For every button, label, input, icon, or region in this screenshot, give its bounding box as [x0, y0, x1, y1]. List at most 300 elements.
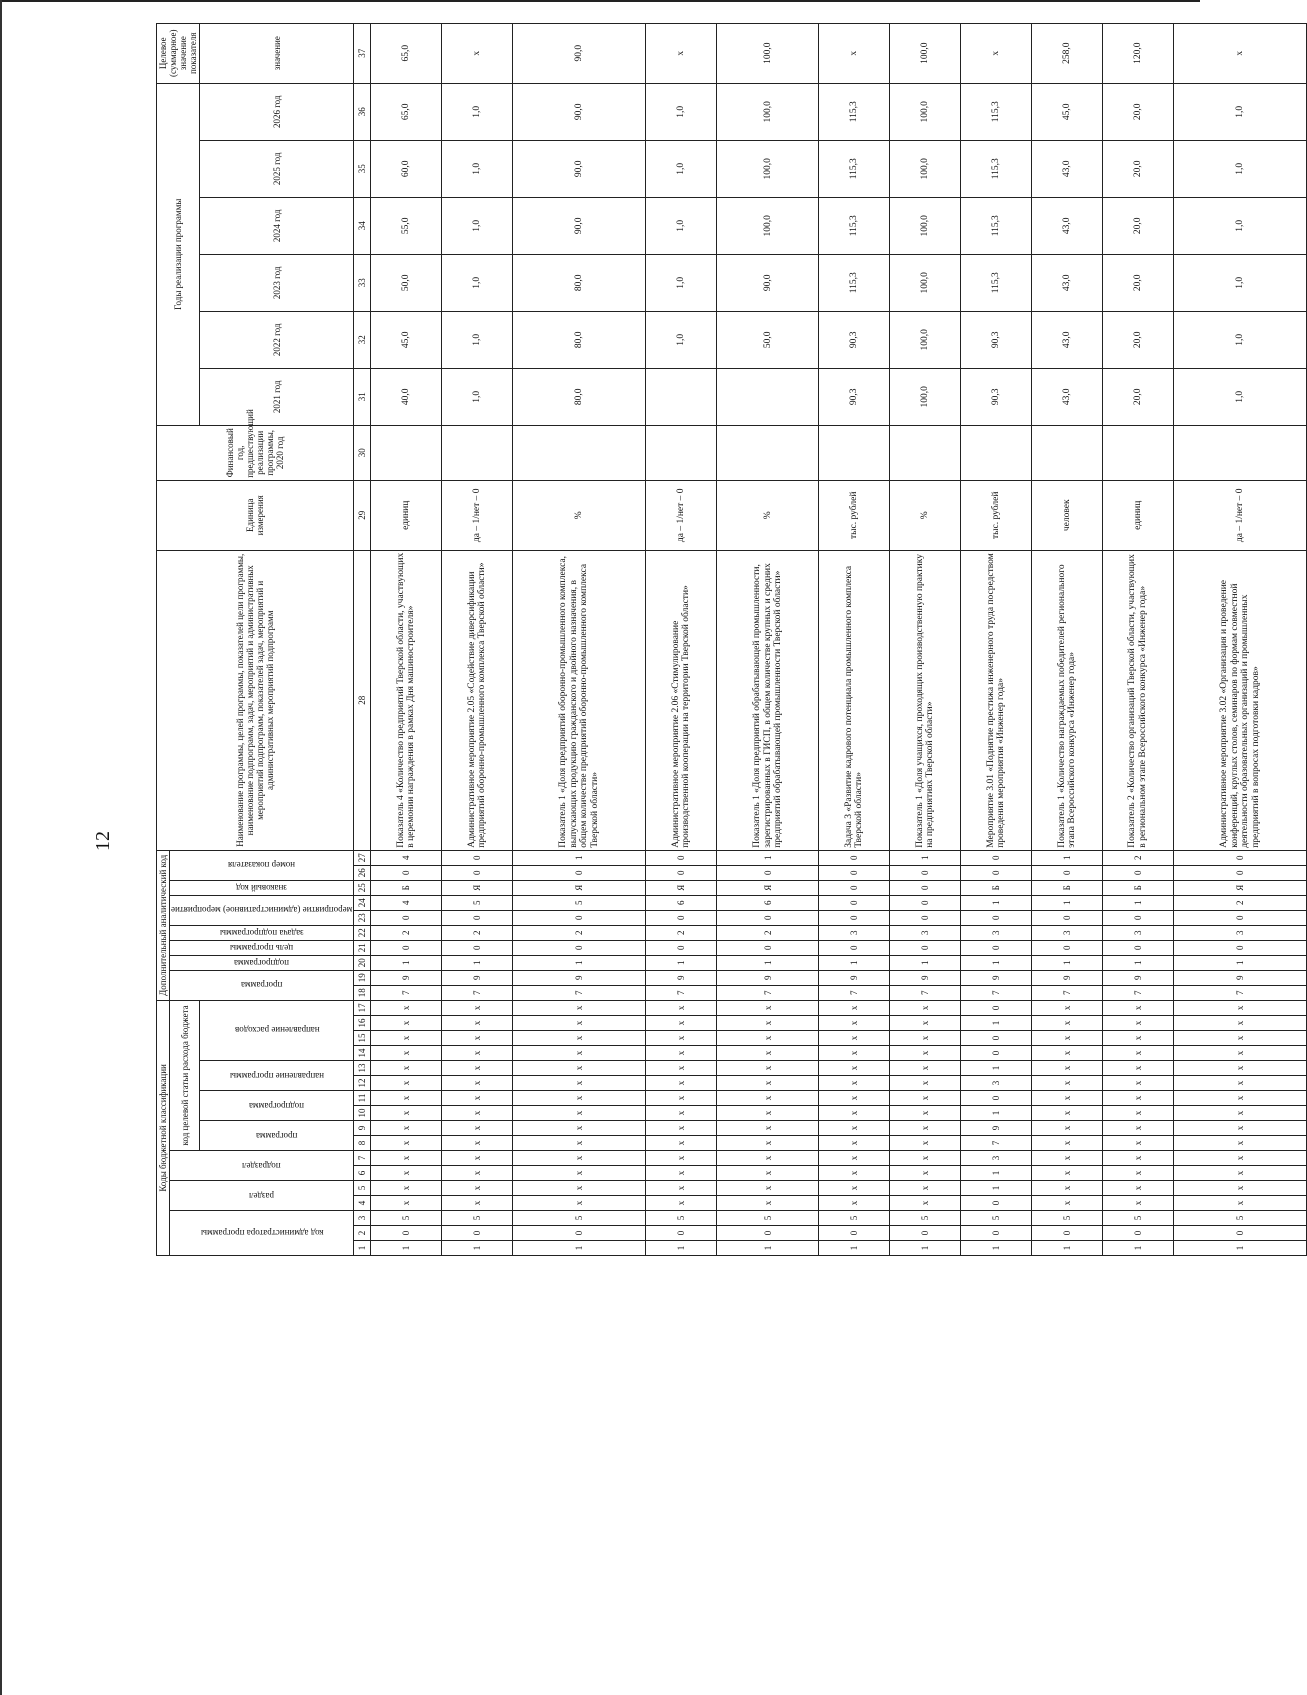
- column-number: 10: [354, 1106, 371, 1121]
- code-cell: х: [1103, 1091, 1174, 1106]
- scan-edge-top: [0, 0, 1200, 2]
- code-cell: 7: [442, 985, 513, 1000]
- code-cell: х: [442, 1016, 513, 1031]
- code-cell: х: [1103, 1166, 1174, 1181]
- hdr-year-2022: 2022 год: [200, 311, 354, 368]
- fin-year-cell: [1103, 425, 1174, 480]
- code-cell: х: [1032, 1121, 1103, 1136]
- code-cell: 0: [890, 865, 961, 880]
- code-cell: х: [646, 1136, 717, 1151]
- table-row: [890, 23, 961, 1255]
- code-cell: х: [371, 1166, 442, 1181]
- code-cell: 3: [961, 1076, 1032, 1091]
- code-cell: х: [371, 1061, 442, 1076]
- code-cell: х: [1174, 1016, 1307, 1031]
- hdr-subprogram2: подпрограмма: [170, 955, 354, 970]
- code-cell: х: [1103, 1151, 1174, 1166]
- year-value-cell: 100,0: [890, 83, 961, 140]
- code-cell: 1: [442, 1241, 513, 1256]
- code-cell: 7: [1103, 985, 1174, 1000]
- code-cell: х: [819, 1151, 890, 1166]
- unit-cell: да – 1/нет – 0: [442, 480, 513, 550]
- code-cell: 7: [819, 985, 890, 1000]
- code-cell: 5: [717, 1211, 819, 1226]
- code-cell: х: [819, 1061, 890, 1076]
- unit-cell: единиц: [371, 480, 442, 550]
- code-cell: х: [1174, 1076, 1307, 1091]
- code-cell: х: [819, 1196, 890, 1211]
- code-cell: х: [442, 1000, 513, 1015]
- code-cell: 0: [961, 940, 1032, 955]
- code-cell: 0: [646, 910, 717, 925]
- code-cell: 3: [1032, 925, 1103, 940]
- code-cell: 1: [1103, 895, 1174, 910]
- code-cell: 0: [961, 1046, 1032, 1061]
- year-value-cell: 90,0: [513, 140, 646, 197]
- unit-cell: %: [890, 480, 961, 550]
- target-value-cell: х: [1174, 23, 1307, 83]
- column-number: 20: [354, 955, 371, 970]
- code-cell: 0: [1103, 910, 1174, 925]
- code-cell: х: [717, 1106, 819, 1121]
- code-cell: 7: [646, 985, 717, 1000]
- code-cell: 0: [890, 1226, 961, 1241]
- program-indicators-table: [156, 23, 1307, 1256]
- code-cell: 0: [961, 1196, 1032, 1211]
- year-value-cell: 90,0: [513, 197, 646, 254]
- year-value-cell: 43,0: [1032, 311, 1103, 368]
- indicator-name: Показатель 1 «Доля предприятий оборонно-промышленного комплекса, выпускающих продукцию гражданского и двойного назначения, в общем количестве предприятий оборонно-промышленного комплекса Тверской области»: [513, 550, 646, 850]
- code-cell: 0: [1032, 910, 1103, 925]
- code-cell: 9: [961, 1121, 1032, 1136]
- code-cell: х: [717, 1061, 819, 1076]
- code-cell: 9: [890, 970, 961, 985]
- code-cell: 1: [646, 955, 717, 970]
- hdr-section: раздел: [170, 1181, 354, 1211]
- column-number: 3: [354, 1211, 371, 1226]
- unit-cell: тыс. рублей: [961, 480, 1032, 550]
- hdr-indicator-code: номер показателя: [170, 850, 354, 880]
- code-cell: 1: [1103, 955, 1174, 970]
- column-number: 2: [354, 1226, 371, 1241]
- column-number: 21: [354, 940, 371, 955]
- code-cell: 0: [961, 1091, 1032, 1106]
- year-value-cell: 90,0: [513, 83, 646, 140]
- target-value-cell: 258,0: [1032, 23, 1103, 83]
- code-cell: х: [717, 1166, 819, 1181]
- header-row-1: [157, 23, 170, 1255]
- code-cell: х: [890, 1196, 961, 1211]
- year-value-cell: 50,0: [717, 311, 819, 368]
- hdr-target-article: код целевой статьи расхода бюджета: [170, 1000, 200, 1150]
- code-cell: 0: [819, 910, 890, 925]
- column-number: 4: [354, 1196, 371, 1211]
- code-cell: 0: [442, 910, 513, 925]
- code-cell: 9: [1032, 970, 1103, 985]
- code-cell: 1: [1174, 1241, 1307, 1256]
- target-value-cell: 100,0: [890, 23, 961, 83]
- code-cell: 1: [961, 1166, 1032, 1181]
- indicator-name: Задача 3 «Развитие кадрового потенциала промышленного комплекса Тверской области»: [819, 550, 890, 850]
- code-cell: 9: [961, 970, 1032, 985]
- year-value-cell: 1,0: [646, 311, 717, 368]
- code-cell: х: [1032, 1196, 1103, 1211]
- code-cell: 0: [1032, 940, 1103, 955]
- code-cell: 0: [646, 865, 717, 880]
- year-value-cell: 1,0: [646, 197, 717, 254]
- code-cell: х: [371, 1181, 442, 1196]
- code-cell: х: [819, 1076, 890, 1091]
- code-cell: х: [1103, 1181, 1174, 1196]
- indicator-name: Показатель 4 «Количество предприятий Тверской области, участвующих в церемонии награждения в рамках Дня машиностроителя»: [371, 550, 442, 850]
- unit-cell: человек: [1032, 480, 1103, 550]
- code-cell: х: [1032, 1076, 1103, 1091]
- code-cell: 1: [371, 955, 442, 970]
- code-cell: 3: [1103, 925, 1174, 940]
- year-value-cell: 100,0: [890, 368, 961, 425]
- code-cell: х: [1032, 1046, 1103, 1061]
- year-value-cell: 45,0: [371, 311, 442, 368]
- year-value-cell: 100,0: [717, 83, 819, 140]
- code-cell: 0: [1032, 1226, 1103, 1241]
- column-number: 36: [354, 83, 371, 140]
- year-value-cell: 1,0: [646, 83, 717, 140]
- code-cell: х: [371, 1136, 442, 1151]
- code-cell: х: [513, 1000, 646, 1015]
- column-number: 35: [354, 140, 371, 197]
- code-cell: х: [890, 1031, 961, 1046]
- code-cell: 1: [1174, 955, 1307, 970]
- code-cell: х: [442, 1061, 513, 1076]
- code-cell: х: [513, 1031, 646, 1046]
- code-cell: х: [371, 1000, 442, 1015]
- code-cell: Б: [371, 880, 442, 895]
- code-cell: х: [646, 1106, 717, 1121]
- code-cell: х: [513, 1061, 646, 1076]
- hdr-program: программа: [200, 1121, 354, 1151]
- code-cell: х: [1174, 1046, 1307, 1061]
- code-cell: х: [513, 1091, 646, 1106]
- code-cell: х: [646, 1061, 717, 1076]
- code-cell: 1: [717, 955, 819, 970]
- code-cell: 2: [717, 925, 819, 940]
- code-cell: х: [1032, 1000, 1103, 1015]
- code-cell: х: [890, 1016, 961, 1031]
- year-value-cell: 43,0: [1032, 254, 1103, 311]
- code-cell: 1: [1032, 955, 1103, 970]
- code-cell: х: [1032, 1106, 1103, 1121]
- code-cell: х: [513, 1121, 646, 1136]
- code-cell: х: [442, 1076, 513, 1091]
- code-cell: х: [717, 1181, 819, 1196]
- code-cell: 0: [819, 850, 890, 865]
- code-cell: 0: [513, 1226, 646, 1241]
- code-cell: х: [890, 1091, 961, 1106]
- year-value-cell: 115,3: [961, 140, 1032, 197]
- code-cell: 5: [513, 895, 646, 910]
- code-cell: х: [442, 1181, 513, 1196]
- code-cell: х: [890, 1121, 961, 1136]
- code-cell: х: [513, 1016, 646, 1031]
- code-cell: х: [819, 1181, 890, 1196]
- code-cell: х: [819, 1046, 890, 1061]
- year-value-cell: 50,0: [371, 254, 442, 311]
- year-value-cell: 100,0: [890, 254, 961, 311]
- code-cell: 1: [717, 1241, 819, 1256]
- year-value-cell: 1,0: [646, 140, 717, 197]
- year-value-cell: 100,0: [890, 140, 961, 197]
- code-cell: х: [646, 1151, 717, 1166]
- code-cell: х: [890, 1181, 961, 1196]
- code-cell: 1: [513, 1241, 646, 1256]
- code-cell: х: [371, 1106, 442, 1121]
- code-cell: 0: [717, 865, 819, 880]
- year-value-cell: 40,0: [371, 368, 442, 425]
- hdr-admin-code: код администратора программы: [170, 1211, 354, 1256]
- hdr-expense-direction: направление расходов: [200, 1000, 354, 1060]
- code-cell: Я: [717, 880, 819, 895]
- table-row: [1174, 23, 1307, 1255]
- code-cell: х: [1032, 1151, 1103, 1166]
- indicator-name: Показатель 2 «Количество организаций Тверской области, участвующих в региональном этапе Всероссийского конкурса «Инженер года»: [1103, 550, 1174, 850]
- code-cell: х: [1174, 1181, 1307, 1196]
- code-cell: 9: [717, 970, 819, 985]
- year-value-cell: 65,0: [371, 83, 442, 140]
- code-cell: 1: [961, 955, 1032, 970]
- code-cell: 0: [819, 1226, 890, 1241]
- code-cell: х: [442, 1136, 513, 1151]
- code-cell: 5: [1174, 1211, 1307, 1226]
- code-cell: 0: [961, 910, 1032, 925]
- code-cell: х: [646, 1091, 717, 1106]
- year-value-cell: 1,0: [442, 311, 513, 368]
- hdr-year-2021: 2021 год: [200, 368, 354, 425]
- hdr-year-2024: 2024 год: [200, 197, 354, 254]
- year-value-cell: 115,3: [819, 197, 890, 254]
- code-cell: х: [1032, 1061, 1103, 1076]
- code-cell: х: [513, 1046, 646, 1061]
- fin-year-cell: [646, 425, 717, 480]
- code-cell: х: [819, 1091, 890, 1106]
- fin-year-cell: [1032, 425, 1103, 480]
- column-number: 15: [354, 1031, 371, 1046]
- code-cell: х: [890, 1166, 961, 1181]
- column-number: 24: [354, 895, 371, 910]
- code-cell: 9: [513, 970, 646, 985]
- target-value-cell: х: [819, 23, 890, 83]
- code-cell: х: [717, 1136, 819, 1151]
- code-cell: х: [1032, 1166, 1103, 1181]
- column-number: 25: [354, 880, 371, 895]
- code-cell: 0: [961, 850, 1032, 865]
- year-value-cell: 90,3: [961, 368, 1032, 425]
- column-number: 30: [354, 425, 371, 480]
- column-number: 26: [354, 865, 371, 880]
- year-value-cell: [717, 368, 819, 425]
- year-value-cell: 1,0: [1174, 254, 1307, 311]
- year-value-cell: 80,0: [513, 311, 646, 368]
- code-cell: 2: [1103, 850, 1174, 865]
- code-cell: 1: [961, 1061, 1032, 1076]
- code-cell: 0: [819, 940, 890, 955]
- unit-cell: %: [513, 480, 646, 550]
- code-cell: 7: [513, 985, 646, 1000]
- year-value-cell: 90,3: [961, 311, 1032, 368]
- code-cell: 9: [442, 970, 513, 985]
- hdr-year-2023: 2023 год: [200, 254, 354, 311]
- code-cell: х: [371, 1091, 442, 1106]
- code-cell: 0: [961, 1031, 1032, 1046]
- target-value-cell: 90,0: [513, 23, 646, 83]
- code-cell: х: [1103, 1121, 1174, 1136]
- code-cell: 4: [371, 850, 442, 865]
- code-cell: Б: [961, 880, 1032, 895]
- rotated-table-wrapper: [156, 29, 1261, 1256]
- code-cell: 0: [1103, 865, 1174, 880]
- code-cell: х: [819, 1000, 890, 1015]
- year-value-cell: 115,3: [819, 254, 890, 311]
- code-cell: 0: [442, 850, 513, 865]
- code-cell: х: [717, 1000, 819, 1015]
- code-cell: х: [1174, 1166, 1307, 1181]
- code-cell: 0: [371, 865, 442, 880]
- fin-year-cell: [371, 425, 442, 480]
- code-cell: Я: [513, 880, 646, 895]
- table-row: [442, 23, 513, 1255]
- indicator-name: Административное мероприятие 3.02 «Организация и проведение конференций, круглых столов, семинаров по формам совместной деятельности образовательных организаций и промышленных предприятий в вопросах подготовки кадров»: [1174, 550, 1307, 850]
- column-number: 27: [354, 850, 371, 865]
- year-value-cell: 80,0: [513, 368, 646, 425]
- hdr-program2: программа: [170, 970, 354, 1000]
- indicator-name: Административное мероприятие 2.06 «Стимулирование производственной кооперации на территории Тверской области»: [646, 550, 717, 850]
- code-cell: 7: [961, 1136, 1032, 1151]
- code-cell: х: [819, 1106, 890, 1121]
- code-cell: х: [717, 1031, 819, 1046]
- code-cell: 5: [961, 1211, 1032, 1226]
- year-value-cell: 1,0: [442, 368, 513, 425]
- code-cell: 7: [961, 985, 1032, 1000]
- code-cell: х: [442, 1091, 513, 1106]
- code-cell: 5: [890, 1211, 961, 1226]
- code-cell: 1: [1032, 895, 1103, 910]
- year-value-cell: 1,0: [1174, 311, 1307, 368]
- code-cell: х: [646, 1121, 717, 1136]
- code-cell: х: [646, 1076, 717, 1091]
- target-value-cell: х: [961, 23, 1032, 83]
- year-value-cell: [646, 368, 717, 425]
- code-cell: х: [646, 1181, 717, 1196]
- code-cell: 0: [442, 865, 513, 880]
- fin-year-cell: [717, 425, 819, 480]
- code-cell: 0: [1103, 1226, 1174, 1241]
- code-cell: х: [442, 1121, 513, 1136]
- code-cell: 1: [890, 955, 961, 970]
- code-cell: 1: [819, 1241, 890, 1256]
- column-number: 32: [354, 311, 371, 368]
- column-number: 34: [354, 197, 371, 254]
- year-value-cell: 80,0: [513, 254, 646, 311]
- year-value-cell: 43,0: [1032, 197, 1103, 254]
- code-cell: 0: [961, 865, 1032, 880]
- table-row: [1032, 23, 1103, 1255]
- code-cell: х: [371, 1196, 442, 1211]
- code-cell: х: [1103, 1000, 1174, 1015]
- year-value-cell: 115,3: [819, 140, 890, 197]
- code-cell: 0: [1174, 865, 1307, 880]
- code-cell: х: [513, 1076, 646, 1091]
- code-cell: х: [890, 1136, 961, 1151]
- code-cell: х: [371, 1151, 442, 1166]
- code-cell: 0: [1174, 1226, 1307, 1241]
- code-cell: 1: [513, 955, 646, 970]
- code-cell: 0: [890, 895, 961, 910]
- code-cell: х: [1174, 1000, 1307, 1015]
- code-cell: х: [442, 1196, 513, 1211]
- code-cell: 1: [961, 1016, 1032, 1031]
- year-value-cell: 100,0: [890, 197, 961, 254]
- column-number: 14: [354, 1046, 371, 1061]
- code-cell: х: [371, 1016, 442, 1031]
- code-cell: х: [717, 1091, 819, 1106]
- code-cell: х: [819, 1121, 890, 1136]
- code-cell: 7: [890, 985, 961, 1000]
- fin-year-cell: [442, 425, 513, 480]
- code-cell: 3: [890, 925, 961, 940]
- column-number: 18: [354, 985, 371, 1000]
- year-value-cell: 90,0: [717, 254, 819, 311]
- hdr-goal-program: цель программы: [170, 940, 354, 955]
- code-cell: 0: [646, 1226, 717, 1241]
- code-cell: х: [1174, 1136, 1307, 1151]
- fin-year-cell: [819, 425, 890, 480]
- hdr-program-direction: направление программы: [200, 1061, 354, 1091]
- hdr-target: Целевое (суммарное) значение показателя: [157, 23, 200, 83]
- code-cell: Б: [1032, 880, 1103, 895]
- code-cell: х: [513, 1106, 646, 1121]
- hdr-task-subprogram: задача подпрограммы: [170, 925, 354, 940]
- code-cell: 7: [1032, 985, 1103, 1000]
- code-cell: 1: [890, 1241, 961, 1256]
- code-cell: 0: [371, 1226, 442, 1241]
- code-cell: 2: [513, 925, 646, 940]
- code-cell: 4: [371, 895, 442, 910]
- code-cell: х: [1032, 1091, 1103, 1106]
- hdr-fin-year: Финансовый год, предшествующий реализации программы, 2020 год: [157, 425, 354, 480]
- fin-year-cell: [890, 425, 961, 480]
- code-cell: х: [717, 1016, 819, 1031]
- hdr-budget-codes: Коды бюджетной классификации: [157, 1000, 170, 1255]
- table-body: [371, 23, 1307, 1255]
- year-value-cell: 43,0: [1032, 140, 1103, 197]
- code-cell: 0: [819, 865, 890, 880]
- hdr-indicator-char: знаковый код: [170, 880, 354, 895]
- column-number: 1: [354, 1241, 371, 1256]
- year-value-cell: 20,0: [1103, 311, 1174, 368]
- code-cell: х: [646, 1166, 717, 1181]
- code-cell: 5: [1032, 1211, 1103, 1226]
- year-value-cell: 1,0: [1174, 140, 1307, 197]
- code-cell: 3: [819, 925, 890, 940]
- code-cell: х: [646, 1000, 717, 1015]
- year-value-cell: 20,0: [1103, 197, 1174, 254]
- code-cell: 2: [1174, 895, 1307, 910]
- hdr-subprogram: подпрограмма: [200, 1091, 354, 1121]
- code-cell: 1: [442, 955, 513, 970]
- column-number: 16: [354, 1016, 371, 1031]
- code-cell: 0: [371, 940, 442, 955]
- hdr-subsection: подраздел: [170, 1151, 354, 1181]
- code-cell: 1: [1032, 1241, 1103, 1256]
